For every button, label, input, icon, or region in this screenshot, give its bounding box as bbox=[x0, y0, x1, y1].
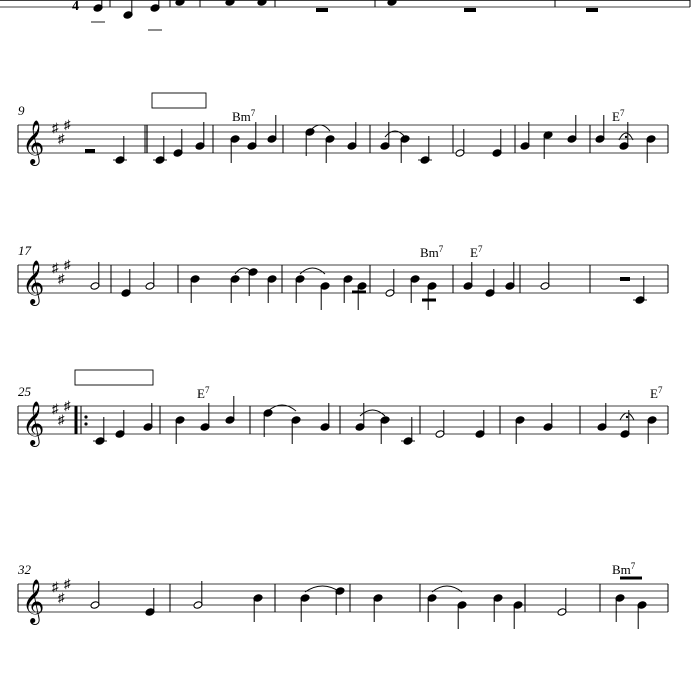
key-sharp-icon: ♯ bbox=[58, 271, 65, 286]
chord-symbol: $E^7$ bbox=[650, 385, 663, 401]
fermata-dot bbox=[626, 416, 628, 418]
key-sharp-icon: ♯ bbox=[52, 579, 59, 594]
treble-clef-icon: 𝄞 bbox=[22, 581, 45, 623]
tie-slur bbox=[300, 268, 325, 274]
whole-rest-icon bbox=[316, 8, 328, 12]
treble-clef-icon: 𝄞 bbox=[22, 403, 45, 445]
fermata-dot bbox=[625, 136, 627, 138]
measure-number: 9 bbox=[18, 103, 25, 118]
key-sharp-icon: ♯ bbox=[64, 576, 71, 591]
key-sharp-icon: ♯ bbox=[52, 401, 59, 416]
chord-symbol: $E^7$ bbox=[612, 108, 625, 124]
chord-symbol: Bm$^7$ bbox=[420, 244, 444, 260]
chord-symbol: $E^7$ bbox=[197, 385, 210, 401]
key-sharp-icon: ♯ bbox=[64, 117, 71, 132]
key-sharp-icon: ♯ bbox=[58, 131, 65, 146]
half-rest-icon bbox=[85, 149, 95, 153]
chord-symbol: Bm$^7$ bbox=[232, 108, 256, 124]
key-sharp-icon: ♯ bbox=[64, 257, 71, 272]
key-sharp-icon: ♯ bbox=[58, 412, 65, 427]
key-sharp-icon: ♯ bbox=[64, 398, 71, 413]
verse-box bbox=[152, 93, 206, 108]
key-sharp-icon: ♯ bbox=[52, 120, 59, 135]
chord-symbol: $E^7$ bbox=[470, 244, 483, 260]
key-sharp-icon: ♯ bbox=[58, 590, 65, 605]
half-rest-icon bbox=[620, 277, 630, 281]
whole-rest-icon bbox=[464, 8, 476, 12]
treble-clef-icon: 𝄞 bbox=[22, 122, 45, 164]
measure-number: 25 bbox=[18, 384, 31, 399]
chord-symbol: Bm$^7$ bbox=[612, 561, 636, 577]
measure-number: 17 bbox=[18, 243, 31, 258]
repeat-dot bbox=[84, 422, 87, 425]
treble-clef-icon: 𝄞 bbox=[22, 262, 45, 304]
whole-rest-icon bbox=[586, 8, 598, 12]
time-signature: 4 bbox=[72, 0, 79, 14]
measure-number: 32 bbox=[18, 562, 31, 577]
verse-box bbox=[75, 370, 153, 385]
key-sharp-icon: ♯ bbox=[52, 260, 59, 275]
repeat-dot bbox=[84, 415, 87, 418]
